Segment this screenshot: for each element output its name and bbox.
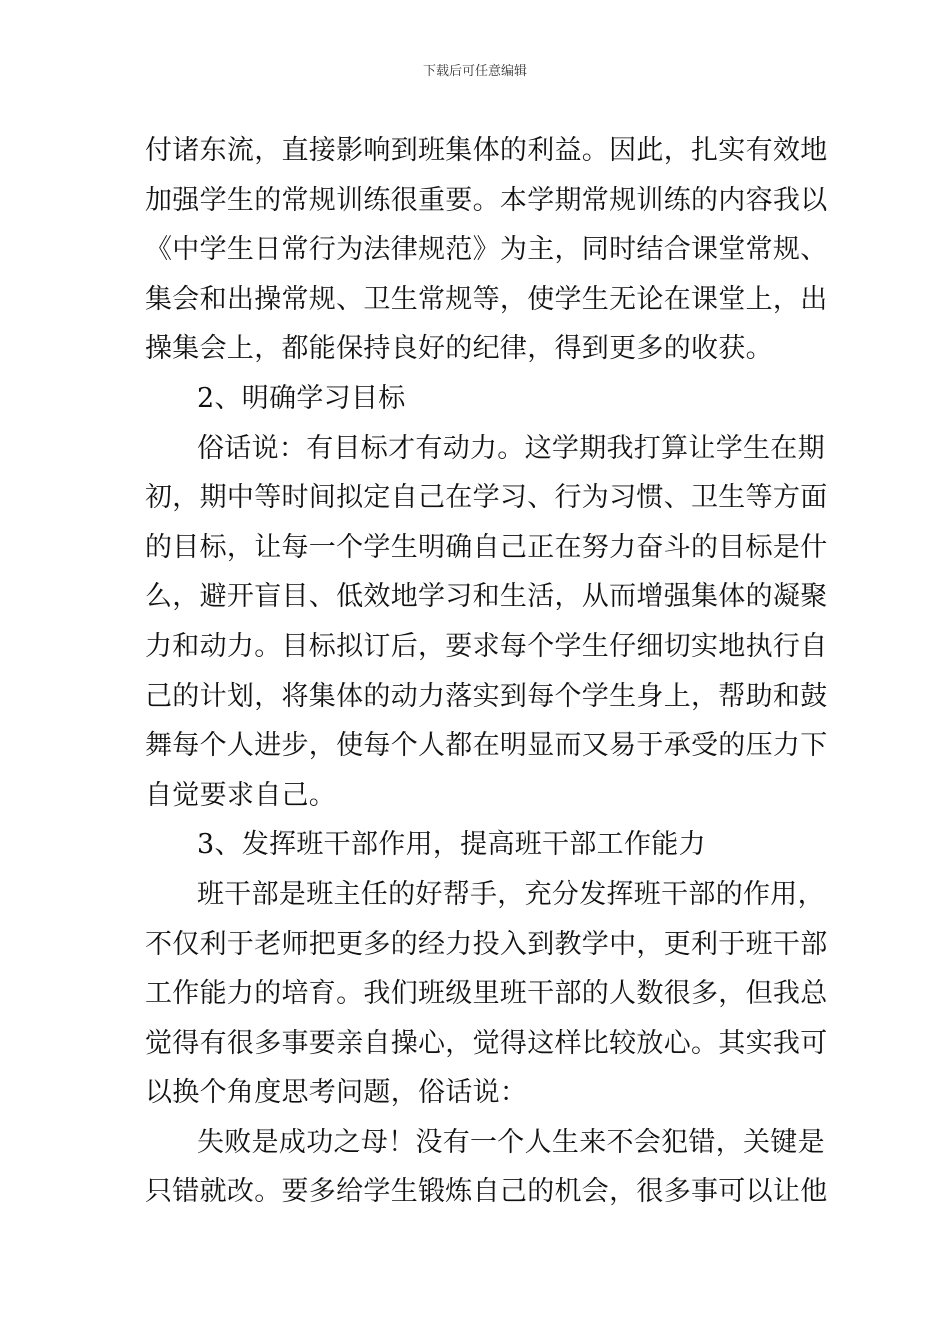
text-line: 以换个角度思考问题，俗话说： xyxy=(145,1077,528,1109)
text-line: 失败是成功之母！没有一个人生来不会犯错，关键是 xyxy=(197,1126,825,1158)
text-line: 集会和出操常规、卫生常规等，使学生无论在课堂上，出 xyxy=(145,283,828,315)
text-line: 付诸东流，直接影响到班集体的利益。因此，扎实有效地 xyxy=(145,135,828,166)
section-heading: 2、明确学习目标 xyxy=(197,382,406,414)
text-line: 《中学生日常行为法律规范》为主，同时结合课堂常规、 xyxy=(145,234,828,266)
page-header: 下载后可任意编辑 xyxy=(422,64,527,79)
text-line: 己的计划，将集体的动力落实到每个学生身上，帮助和鼓 xyxy=(145,680,828,712)
text-line: 工作能力的培育。我们班级里班干部的人数很多，但我总 xyxy=(145,978,828,1010)
text-line: 舞每个人进步，使每个人都在明显而又易于承受的压力下 xyxy=(145,730,828,762)
text-line: 操集会上，都能保持良好的纪律，得到更多的收获。 xyxy=(145,333,773,365)
text-line: 么，避开盲目、低效地学习和生活，从而增强集体的凝聚 xyxy=(145,581,828,613)
text-line: 觉得有很多事要亲自操心，觉得这样比较放心。其实我可 xyxy=(145,1027,828,1059)
section-heading: 3、发挥班干部作用，提高班干部工作能力 xyxy=(197,829,706,861)
document-body xyxy=(145,126,828,1217)
text-line: 的目标，让每一个学生明确自己正在努力奋斗的目标是什 xyxy=(145,531,828,563)
text-line: 自觉要求自己。 xyxy=(145,779,337,811)
text-line: 只错就改。要多给学生锻炼自己的机会，很多事可以让他 xyxy=(145,1176,828,1208)
text-line: 力和动力。目标拟订后，要求每个学生仔细切实地执行自 xyxy=(145,630,828,662)
text-line: 不仅利于老师把更多的经力投入到教学中，更利于班干部 xyxy=(145,928,828,960)
text-line: 俗话说：有目标才有动力。这学期我打算让学生在期 xyxy=(197,432,825,464)
text-line: 初，期中等时间拟定自己在学习、行为习惯、卫生等方面 xyxy=(145,482,828,514)
text-line: 班干部是班主任的好帮手，充分发挥班干部的作用， xyxy=(197,878,825,910)
text-line: 加强学生的常规训练很重要。本学期常规训练的内容我以 xyxy=(145,184,828,216)
